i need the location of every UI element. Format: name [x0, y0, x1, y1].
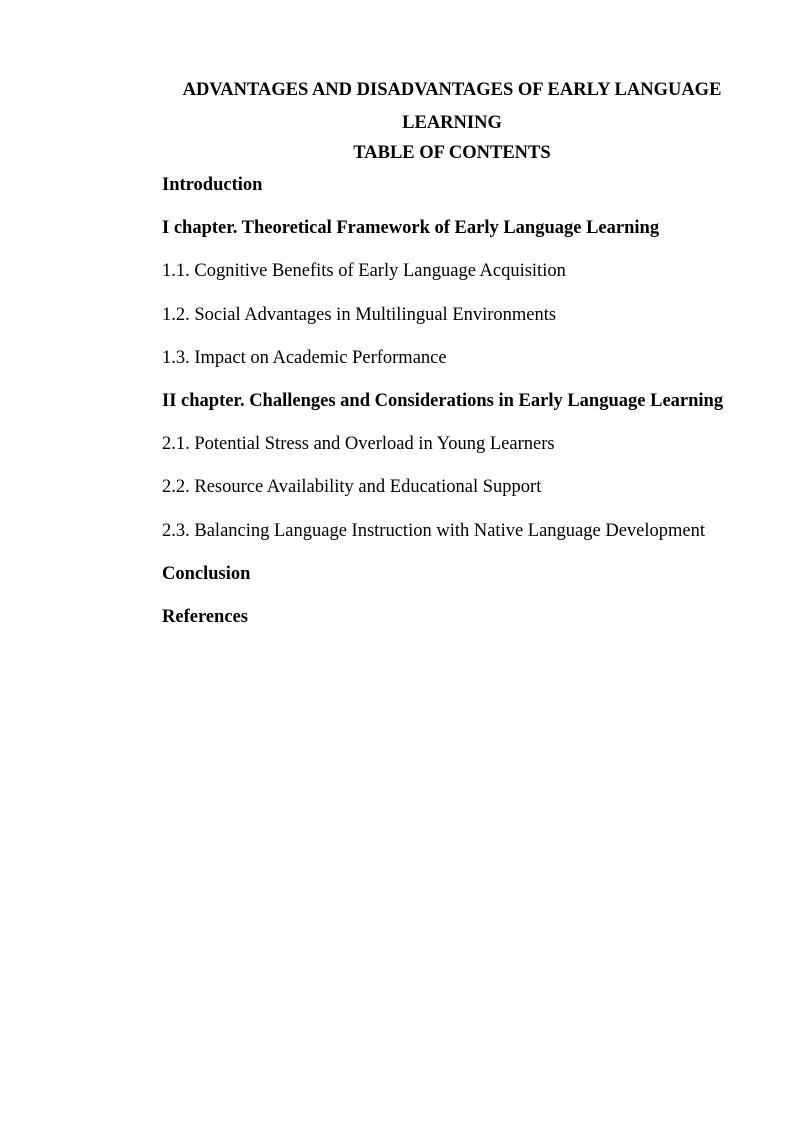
toc-entry-2-3: 2.3. Balancing Language Instruction with Native Language Development	[162, 520, 706, 541]
toc-entry-2-2: 2.2. Resource Availability and Educational Support	[162, 477, 542, 498]
toc-entry-conclusion: Conclusion	[162, 563, 251, 584]
document-title: ADVANTAGES AND DISADVANTAGES OF EARLY LANGUAGE LEARNING	[182, 80, 722, 133]
toc-entry-chapter-1: I chapter. Theoretical Framework of Early Language Learning	[162, 218, 660, 239]
toc-heading: TABLE OF CONTENTS	[353, 143, 551, 163]
toc-entry-2-1: 2.1. Potential Stress and Overload in Young Learners	[162, 434, 555, 455]
toc-entry-1-3: 1.3. Impact on Academic Performance	[162, 347, 447, 368]
toc-entry-chapter-2: II chapter. Challenges and Considerations in Early Language Learning	[162, 390, 724, 411]
toc-entry-1-1: 1.1. Cognitive Benefits of Early Language Acquisition	[162, 261, 566, 282]
toc-entry-1-2: 1.2. Social Advantages in Multilingual Environments	[162, 304, 557, 325]
toc-entry-introduction: Introduction	[162, 175, 263, 195]
toc-entry-references: References	[162, 606, 248, 627]
table-of-contents	[162, 172, 762, 647]
